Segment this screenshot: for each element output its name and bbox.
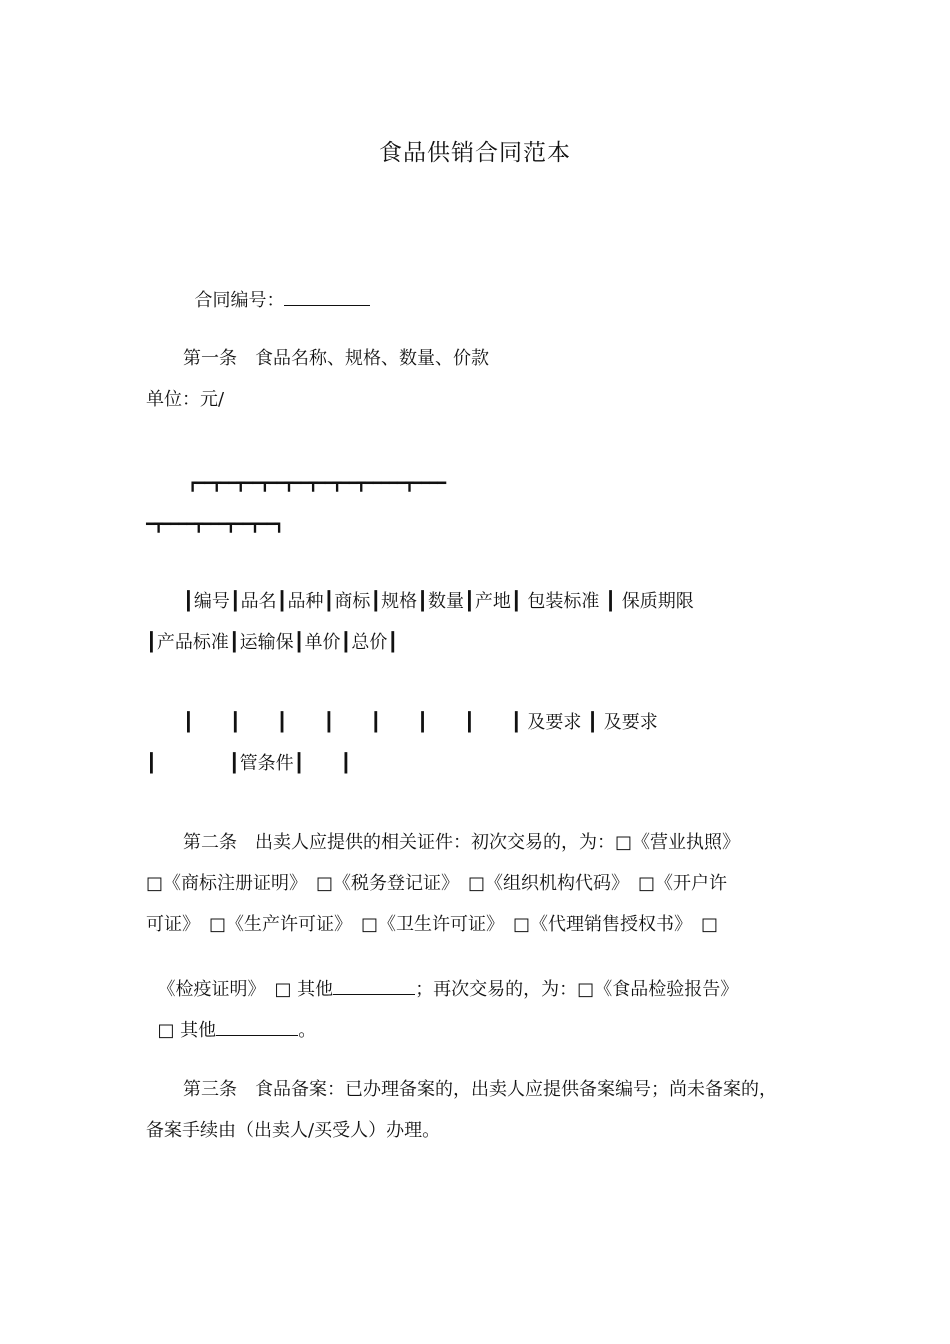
article-1-heading: 第一条 食品名称、规格、数量、价款	[183, 348, 489, 369]
table-header-row-2b: ┃ ┃管条件┃ ┃	[146, 753, 352, 774]
table-top-border-1: ┏━━┳━━┳━━┳━━┳━━┳━━┳━━┳━━━━━┳━━━━	[188, 474, 445, 492]
table-header-row-1b: ┃产品标准┃运输保┃单价┃总价┃	[146, 632, 399, 653]
article-2-line-4-end: ；再次交易的，为：□《食品检验报告》	[415, 979, 739, 1000]
document-title: 食品供销合同范本	[379, 140, 571, 166]
table-top-border-2: ━┳━━━━┳━━━┳━━┳━━┓	[146, 515, 283, 533]
article-1-unit: 单位：元/	[146, 389, 225, 410]
contract-number-label: 合同编号：	[194, 290, 285, 311]
article-2-line-3: 可证》 □《生产许可证》 □《卫生许可证》 □《代理销售授权书》 □	[146, 914, 719, 935]
table-header-row-1a: ┃编号┃品名┃品种┃商标┃规格┃数量┃产地┃ 包装标准 ┃ 保质期限	[183, 591, 694, 612]
other-certificates-blank[interactable]	[333, 978, 415, 995]
article-2-line-1: 第二条 出卖人应提供的相关证件：初次交易的，为：□《营业执照》	[183, 832, 741, 853]
article-2-line-2: □《商标注册证明》 □《税务登记证》 □《组织机构代码》 □《开户许	[146, 873, 728, 894]
contract-number-blank[interactable]	[284, 289, 370, 306]
article-2-line-5	[146, 995, 950, 1043]
article-3-line-1: 第三条 食品备案：已办理备案的，出卖人应提供备案编号；尚未备案的，	[183, 1079, 777, 1100]
contract-number-line	[183, 265, 950, 313]
article-2-line-4-start: 《检疫证明》 □ 其他	[157, 979, 334, 1000]
other-reports-blank[interactable]	[216, 1019, 298, 1036]
article-2-line-5-end: 。	[298, 1020, 317, 1041]
article-2-line-5-start: □ 其他	[157, 1020, 217, 1041]
article-3-line-2: 备案手续由（出卖人/买受人）办理。	[146, 1120, 441, 1141]
table-header-row-2a: ┃ ┃ ┃ ┃ ┃ ┃ ┃ ┃ 及要求 ┃ 及要求	[183, 712, 658, 733]
